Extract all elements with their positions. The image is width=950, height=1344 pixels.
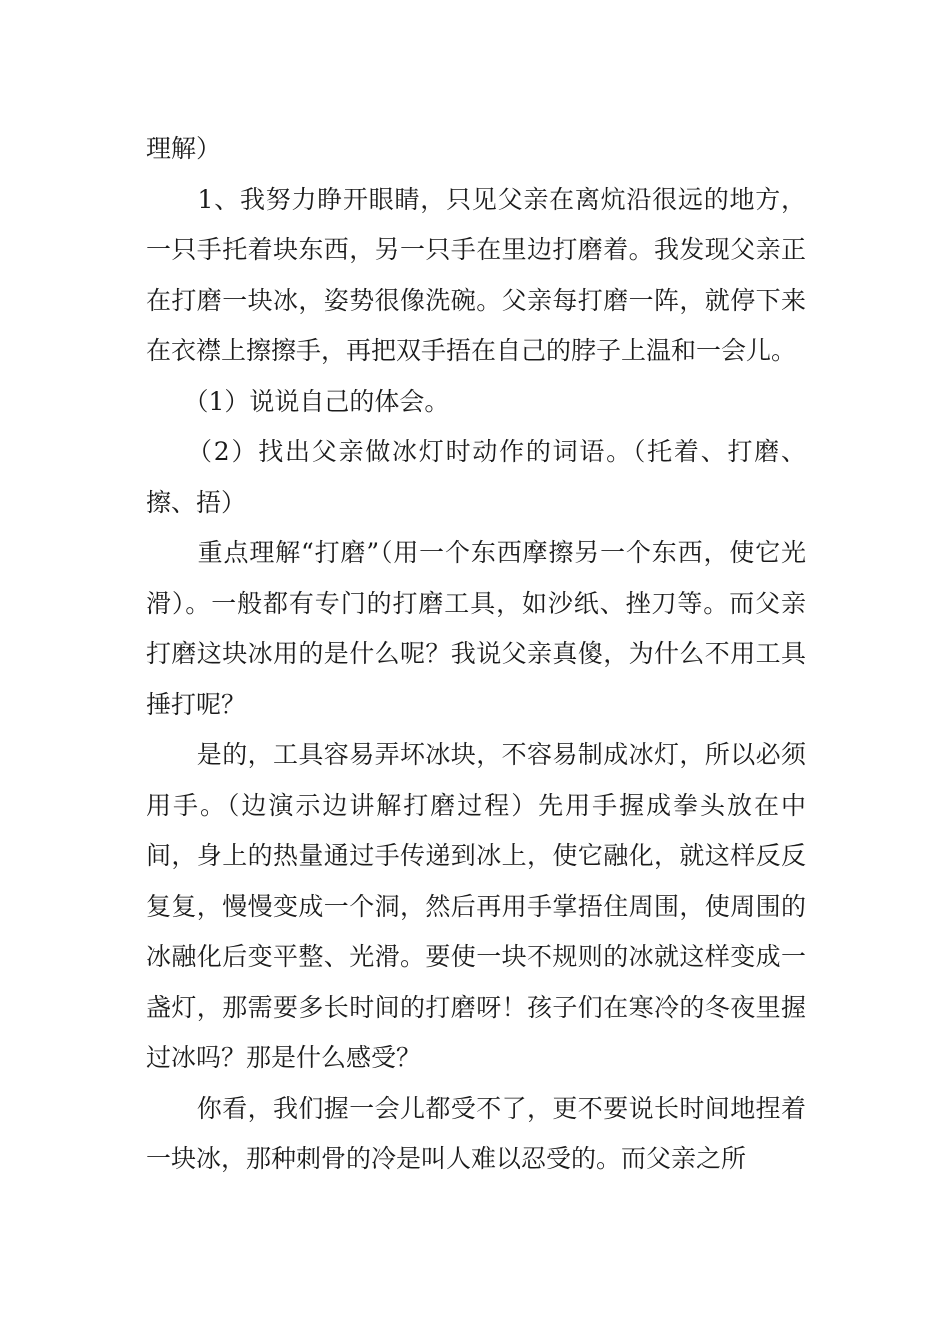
paragraph-explanation: 是的，工具容易弄坏冰块，不容易制成冰灯，所以必须用手。（边演示边讲解打磨过程）先用手握成拳头放在中间，身上的热量通过手传递到冰上，使它融化，就这样反反复复，慢慢变成一个洞，然后再用手掌捂住周围，使周围的冰融化后变平整、光滑。要使一块不规则的冰就这样变成一盏灯，那需要多长时间的打磨呀！孩子们在寒冷的冬夜里握过冰吗？那是什么感受？ <box>146 740 806 1072</box>
paragraph-question-2: （2）找出父亲做冰灯时动作的词语。（托着、打磨、擦、捂） <box>146 437 806 517</box>
paragraph-conclusion: 你看，我们握一会儿都受不了，更不要说长时间地捏着一块冰，那种刺骨的冷是叫人难以忍受的。而父亲之所 <box>146 1093 806 1173</box>
paragraph-passage-1: 1、我努力睁开眼睛，只见父亲在离炕沿很远的地方，一只手托着块东西，另一只手在里边打磨着。我发现父亲正在打磨一块冰，姿势很像洗碗。父亲每打磨一阵，就停下来在衣襟上擦擦手，再把双手捂在自己的脖子上温和一会儿。 <box>146 184 806 365</box>
document-body <box>146 124 806 1185</box>
paragraph-question-1: （1）说说自己的体会。 <box>146 386 450 416</box>
paragraph-key-point: 重点理解“打磨”（用一个东西摩擦另一个东西，使它光滑）。一般都有专门的打磨工具，如沙纸、挫刀等。而父亲打磨这块冰用的是什么呢？我说父亲真傻，为什么不用工具捶打呢？ <box>146 538 806 719</box>
paragraph-continuation: 理解） <box>146 134 222 163</box>
